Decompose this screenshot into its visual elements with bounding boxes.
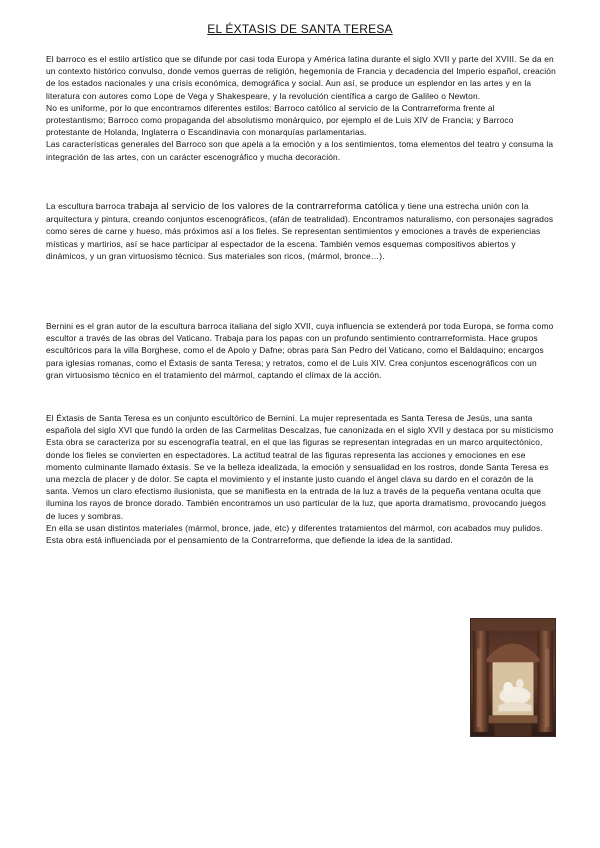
paragraph: En ella se usan distintos materiales (mármol, bronce, jade, etc) y diferentes tratamientos del mármol, con acabados muy pulidos. bbox=[46, 522, 543, 533]
sculpture-photo bbox=[470, 618, 556, 737]
paragraph: Bernini es el gran autor de la escultura barroca italiana del siglo XVII, cuya influencia se extenderá por toda Europa, se forma como escultor a través de las obras del Vaticano. Trabaja para los papas con un profundo sentimiento contrarreformista. Hace grupos escultóricos para la villa Borghese, como el de Apolo y Dafne; obras para San Pedro del Vaticano, como el Baldaquino; encargos para iglesias romanas, como el Éxtasis de santa Teresa; y retratos, como el de Luis XIV. Crea conjuntos escenográficos con un gran virtuosismo técnico en el tratamiento del mármol, captando el clímax de la acción. bbox=[46, 321, 554, 380]
paragraph: Las características generales del Barroco son que apela a la emoción y a los sentimientos, toma elementos del teatro y consuma la integración de las artes, con un carácter escenográfico y mucha decoración. bbox=[46, 139, 554, 162]
paragraph-lead: La escultura barroca bbox=[46, 201, 128, 211]
paragraph bbox=[46, 200, 556, 262]
paragraph: No es uniforme, por lo que encontramos diferentes estilos: Barroco católico al servicio de la Contrarreforma frente al protestantismo; Barroco como propaganda del absolutismo monárquico, por ejemplo el de Luis XIV de Francia; y Barroco protestante de Holanda, Inglaterra o Escandinavia con monarquías parlamentarias. bbox=[46, 102, 514, 138]
paragraph: El Éxtasis de Santa Teresa es un conjunto escultórico de Bernini. La mujer representada es Santa Teresa de Jesús, una santa española del siglo XVI que fundó la orden de las Carmelitas Descalzas, fue canonizada en el siglo XVII y destaca por su misticismo bbox=[46, 413, 554, 436]
extasis-section bbox=[46, 412, 556, 546]
intro-section bbox=[46, 53, 556, 163]
paragraph: Esta obra se caracteriza por su escenografía teatral, en el que las figuras se representan integradas en un marco arquitectónico, donde los fieles se convierten en espectadores. La actitud teatral de las figuras representa las acciones y emociones en ese momento culminante llamado éxtasis. Se ve la belleza idealizada, la emoción y sensualidad en los rostros, donde Santa Teresa es una mezcla de placer y de dolor. Se capta el movimiento y el instante justo cuando el ángel clava su dardo en el corazón de la santa. Vemos un claro efectismo ilusionista, que se manifiesta en la entrada de la luz a través de la pequeña ventana oculta que ilumina los rayos de bronce dorado. También encontramos un uso particular de la luz, que aporta dramatismo, provocando juegos de luces y sombras. bbox=[46, 437, 549, 521]
paragraph-emphasis: trabaja al servicio de los valores de la contrarreforma católica bbox=[127, 201, 399, 212]
bernini-section bbox=[46, 320, 556, 381]
paragraph: Esta obra está influenciada por el pensamiento de la Contrarreforma, que defiende la idea de la santidad. bbox=[46, 535, 453, 546]
sculpture-section bbox=[46, 200, 556, 262]
paragraph-rest: y tiene una estrecha unión con la arquitectura y pintura, creando conjuntos escenográficos, (afán de teatralidad). Encontramos naturalismo, con personajes sagrados como seres de carne y hueso, más próximos así a los fieles. Se representan sentimientos y emociones a través de experiencias místicas y martirios, así se hace participar al espectador de la escena. También vemos esquemas compositivos abiertos y dinámicos, y un gran virtuosismo técnico. Sus materiales son ricos, (mármol, bronce…). bbox=[46, 201, 554, 261]
document-title: EL ÉXTASIS DE SANTA TERESA bbox=[207, 22, 393, 36]
sculpture-photo-icon bbox=[471, 619, 555, 736]
paragraph: El barroco es el estilo artístico que se difunde por casi toda Europa y América latina durante el siglo XVII y parte del XVIII. Se da en un contexto histórico convulso, donde vemos guerras de religión, hegemonía de Francia y decadencia del Imperio español, creación de los estados nacionales y una crisis económica, demográfica y social. Aun así, se produce un esplendor en las artes y en la literatura con autores como Lope de Vega y Shakespeare, y la revolución científica a cargo de Galileo o Newton. bbox=[46, 54, 556, 101]
